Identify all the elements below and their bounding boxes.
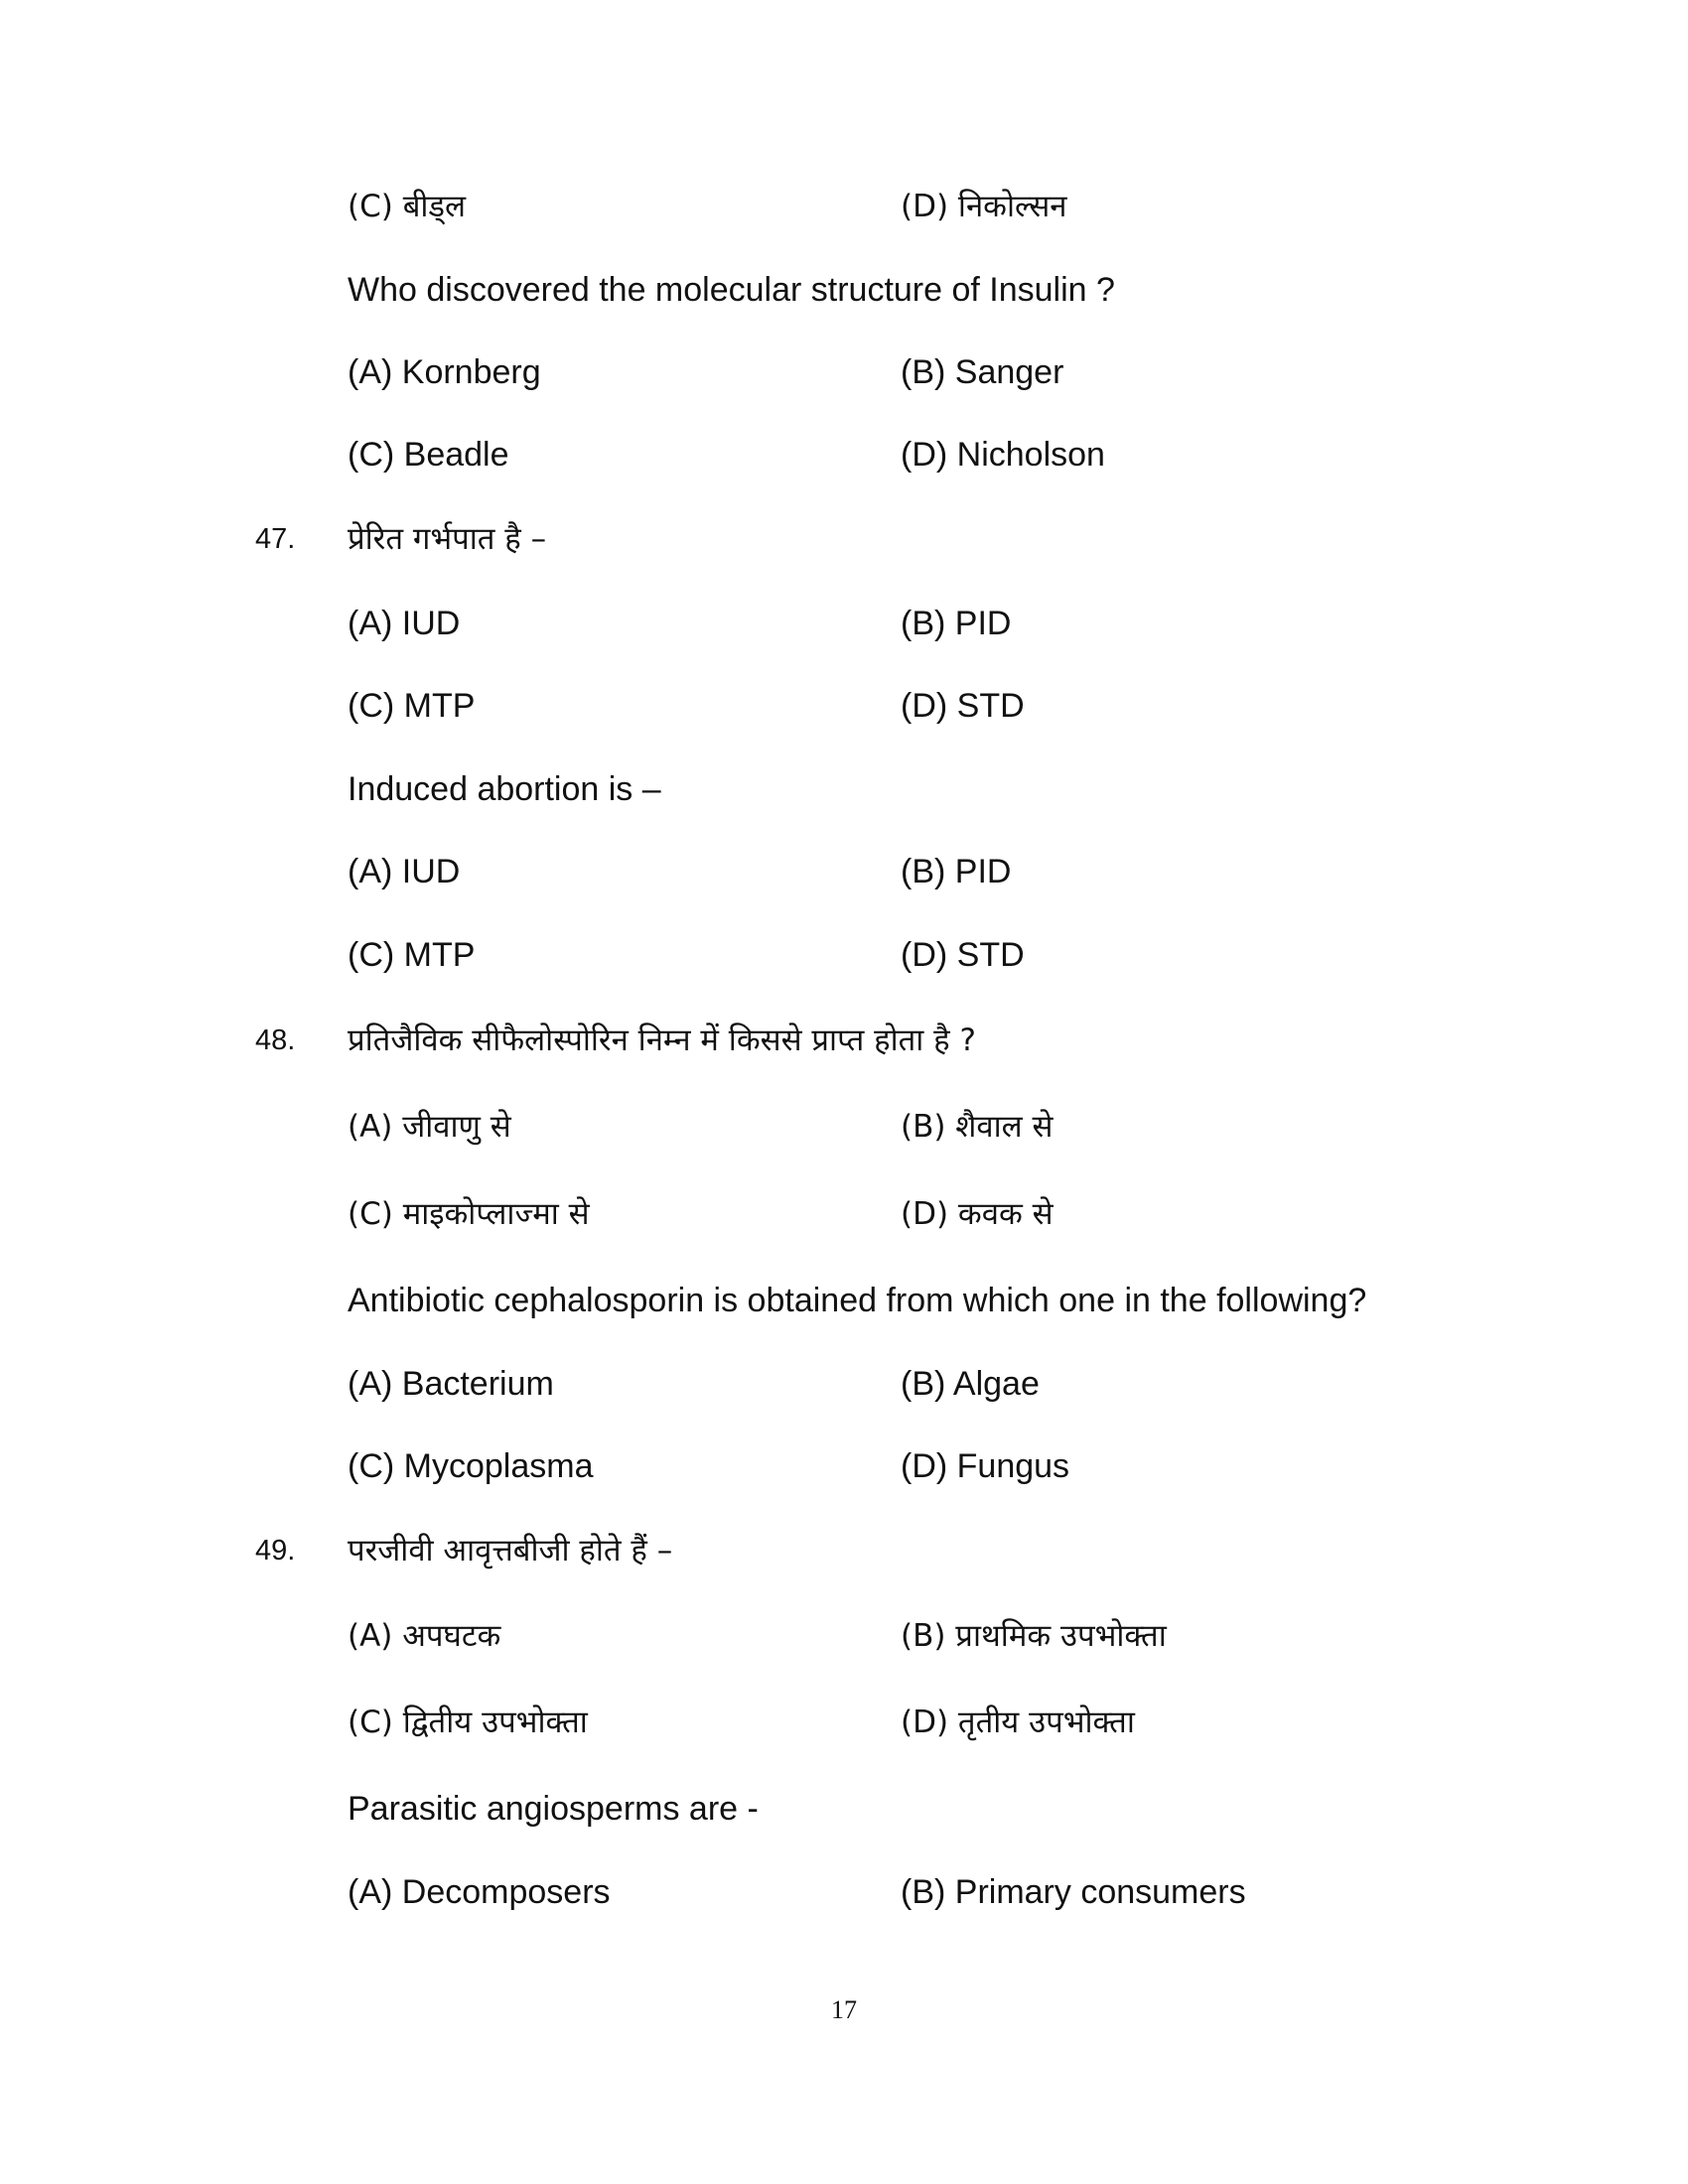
option-text: (D) तृतीय उपभोक्ता: [901, 1705, 1135, 1740]
text-line: [0, 264, 1688, 316]
text-line: [0, 1101, 1688, 1153]
text-line: [0, 346, 1688, 398]
question-text: Parasitic angiosperms are -: [348, 1790, 759, 1828]
text-line: [0, 1275, 1688, 1326]
option-text: (D) कवक से: [901, 1196, 1054, 1232]
option-text: (D) Fungus: [901, 1447, 1070, 1485]
text-line: [0, 929, 1688, 981]
question-text: प्रेरित गर्भपात है –: [348, 521, 547, 557]
option-text: (A) IUD: [348, 605, 461, 642]
question-text: प्रतिजैविक सीफैलोस्पोरिन निम्न में किससे प्राप्त होता है ?: [348, 1023, 976, 1058]
option-text: (C) माइकोप्लाज्मा से: [348, 1196, 590, 1232]
text-line: [0, 1866, 1688, 1918]
text-line: [0, 680, 1688, 732]
option-text: (A) IUD: [348, 853, 461, 890]
question-number: 47.: [255, 523, 296, 555]
option-text: (B) Sanger: [901, 353, 1064, 391]
text-line: [0, 513, 1688, 565]
text-line: [0, 1188, 1688, 1240]
page-number: 17: [831, 1995, 857, 2024]
question-text: परजीवी आवृत्तबीजी होते हैं –: [348, 1533, 673, 1569]
text-line: [0, 1015, 1688, 1066]
option-text: (D) Nicholson: [901, 436, 1105, 474]
option-text: (C) Beadle: [348, 436, 509, 474]
option-text: (A) Bacterium: [348, 1365, 554, 1403]
option-text: (D) निकोल्सन: [901, 189, 1067, 224]
option-text: (A) Kornberg: [348, 353, 541, 391]
option-text: (C) बीड्ल: [348, 189, 467, 224]
option-text: (B) PID: [901, 853, 1012, 890]
option-text: (B) PID: [901, 605, 1012, 642]
question-text: Antibiotic cephalosporin is obtained from which one in the following?: [348, 1282, 1367, 1319]
option-text: (C) MTP: [348, 687, 476, 725]
option-text: (A) अपघटक: [348, 1618, 501, 1654]
option-text: (A) Decomposers: [348, 1873, 611, 1911]
option-text: (C) MTP: [348, 936, 476, 974]
option-text: (D) STD: [901, 936, 1025, 974]
option-text: (C) Mycoplasma: [348, 1447, 594, 1485]
option-text: (B) शैवाल से: [901, 1109, 1054, 1145]
option-text: (D) STD: [901, 687, 1025, 725]
text-line: [0, 181, 1688, 232]
text-line: [0, 1440, 1688, 1492]
question-text: Induced abortion is –: [348, 770, 661, 808]
option-text: (A) जीवाणु से: [348, 1109, 511, 1145]
option-text: (B) Algae: [901, 1365, 1040, 1403]
text-line: [0, 598, 1688, 649]
text-line: [0, 1610, 1688, 1662]
question-number: 48.: [255, 1024, 296, 1056]
option-text: (B) प्राथमिक उपभोक्ता: [901, 1618, 1167, 1654]
text-line: [0, 1358, 1688, 1410]
question-text: Who discovered the molecular structure of Insulin ?: [348, 271, 1115, 309]
text-line: [0, 1697, 1688, 1748]
text-line: [0, 763, 1688, 815]
option-text: (C) द्वितीय उपभोक्ता: [348, 1705, 588, 1740]
question-number: 49.: [255, 1535, 296, 1567]
text-line: [0, 429, 1688, 480]
text-line: [0, 1525, 1688, 1576]
option-text: (B) Primary consumers: [901, 1873, 1246, 1911]
text-line: [0, 846, 1688, 897]
text-line: [0, 1783, 1688, 1835]
